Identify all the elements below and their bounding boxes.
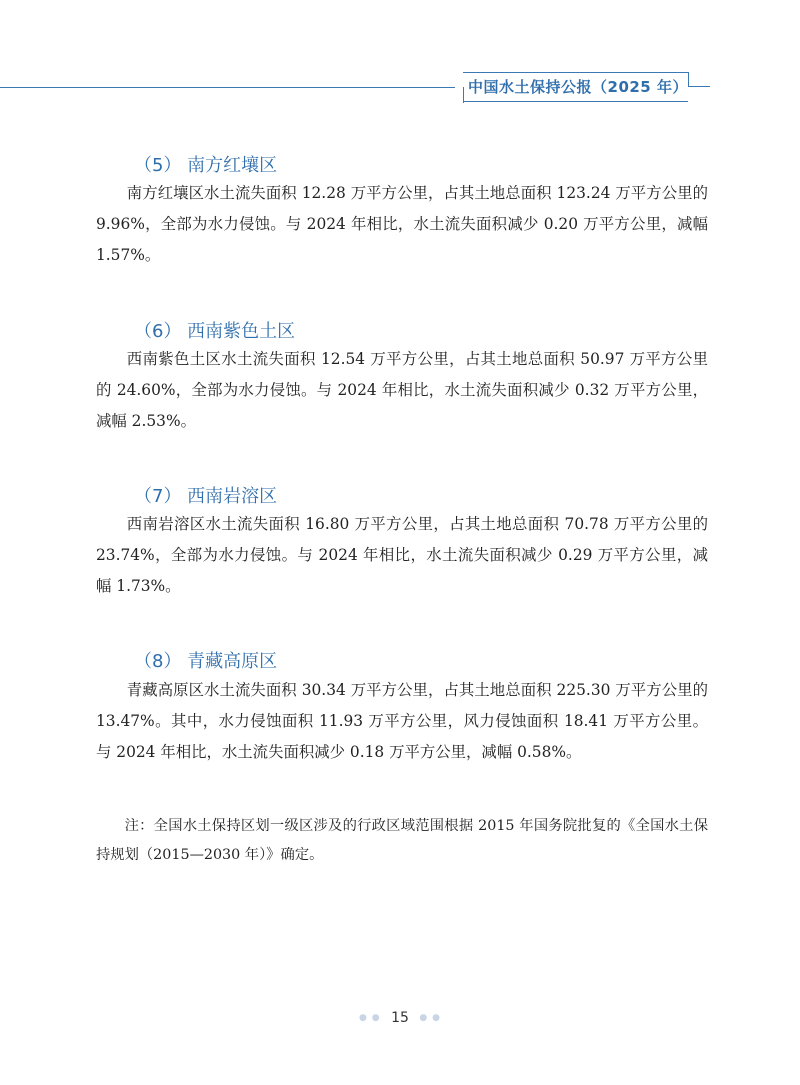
section-heading-6: （6） 西南紫色土区 xyxy=(134,321,296,342)
header-title: 中国水土保持公报（2025 年） xyxy=(468,78,688,96)
footnote: 注：全国水土保持区划一级区涉及的行政区域范围根据 2015 年国务院批复的《全国水土保持规划（2015—2030 年）》确定。 xyxy=(96,818,708,863)
footer-dots-right-icon: ● ● xyxy=(419,1013,441,1023)
section-body-6: 西南紫色土区水土流失面积 12.54 万平方公里，占其土地总面积 50.97 万平方公里的 24.60%，全部为水力侵蚀。与 2024 年相比，水土流失面积减少 0.32 万平方公里，减幅 2.53%。 xyxy=(96,350,708,430)
section-body-5: 南方红壤区水土流失面积 12.28 万平方公里，占其土地总面积 123.24 万平方公里的 9.96%，全部为水力侵蚀。与 2024 年相比，水土流失面积减少 0.20 万平方公里，减幅 1.57%。 xyxy=(96,184,708,264)
header-rule xyxy=(0,87,455,88)
section-body-7: 西南岩溶区水土流失面积 16.80 万平方公里，占其土地总面积 70.78 万平方公里的 23.74%，全部为水力侵蚀。与 2024 年相比，水土流失面积减少 0.29 万平方公里，减幅 1.73%。 xyxy=(96,515,708,595)
header-rule-right-tail xyxy=(698,86,710,87)
page-number: 15 xyxy=(391,1010,409,1026)
header-rule-right xyxy=(688,72,699,87)
page-footer xyxy=(0,1010,800,1026)
section-heading-7: （7） 西南岩溶区 xyxy=(134,486,278,507)
section-body-8: 青藏高原区水土流失面积 30.34 万平方公里，占其土地总面积 225.30 万平方公里的 13.47%。其中，水力侵蚀面积 11.93 万平方公里，风力侵蚀面积 18.41 万平方公里。与 2024 年相比，水土流失面积减少 0.18 万平方公里，减幅 0.58%。 xyxy=(96,681,708,761)
footer-dots-left-icon: ● ● xyxy=(359,1013,381,1023)
section-heading-5: （5） 南方红壤区 xyxy=(134,155,278,176)
section-heading-8: （8） 青藏高原区 xyxy=(134,651,278,672)
